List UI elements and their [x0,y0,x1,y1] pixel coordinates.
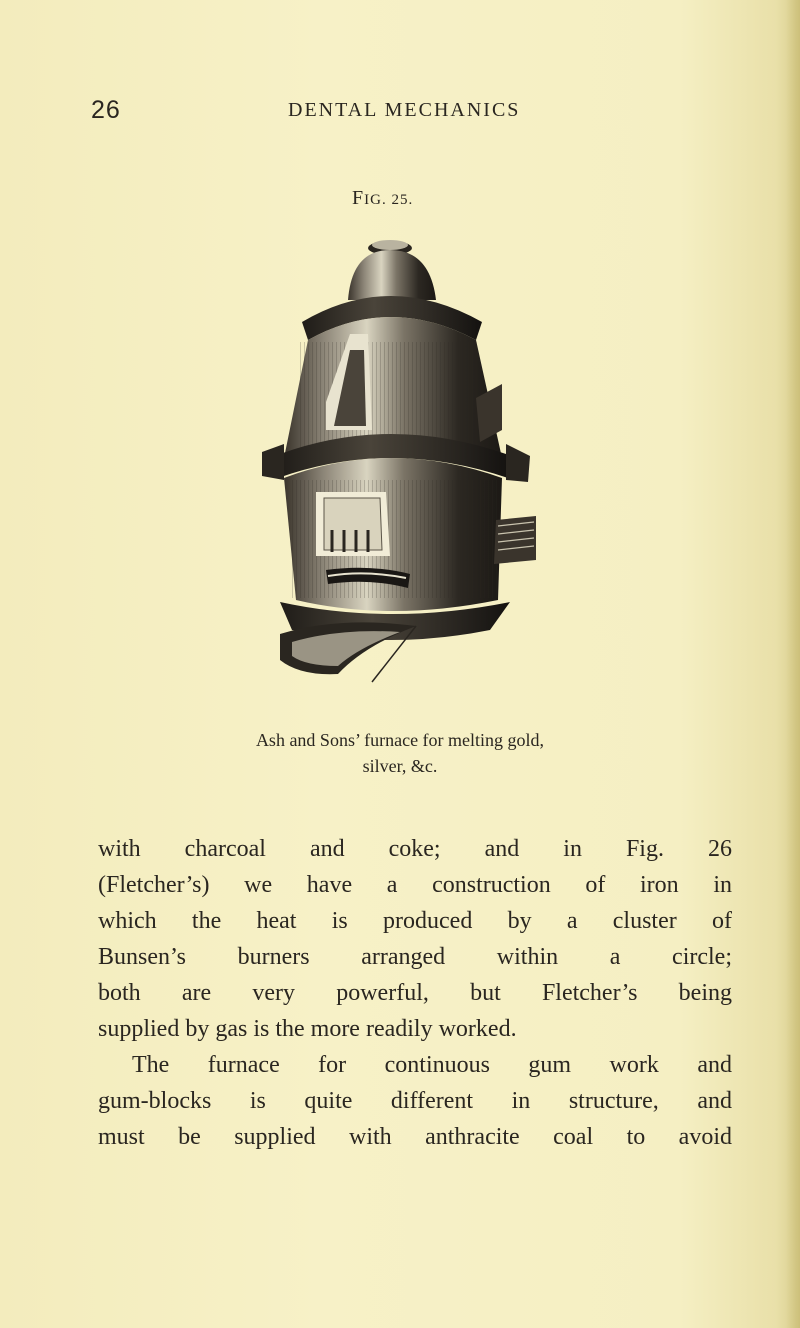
body-text [98,831,732,1155]
paragraph-1 [98,831,732,1047]
furnace-engraving-icon [240,230,560,700]
figure-caption [200,727,600,779]
figure-label-rest: IG. 25. [364,192,414,208]
page-number: 26 [91,96,121,124]
text-line: supplied by gas is the more readily worked. [98,1016,517,1042]
text-line: with charcoal and coke; and in Fig. 26 [98,836,732,862]
text-line: gum-blocks is quite different in structure, and [98,1088,732,1114]
text-line: must be supplied with anthracite coal to avoid [98,1124,732,1150]
text-line: both are very powerful, but Fletcher’s being [98,980,732,1006]
figure-label-initial: F [352,187,365,209]
paragraph-2 [98,1047,732,1155]
page-edge-shadow [786,0,800,1328]
text-line: Bunsen’s burners arranged within a circle; [98,944,732,970]
caption-line-2: silver, &c. [362,756,438,776]
running-title: DENTAL MECHANICS [288,99,521,121]
text-line: (Fletcher’s) we have a construction of iron in [98,872,732,898]
caption-line-1: Ash and Sons’ furnace for melting gold, [255,730,545,750]
text-line: which the heat is produced by a cluster of [98,908,732,934]
text-line: The furnace for continuous gum work and [132,1052,732,1078]
figure-label [352,187,413,210]
